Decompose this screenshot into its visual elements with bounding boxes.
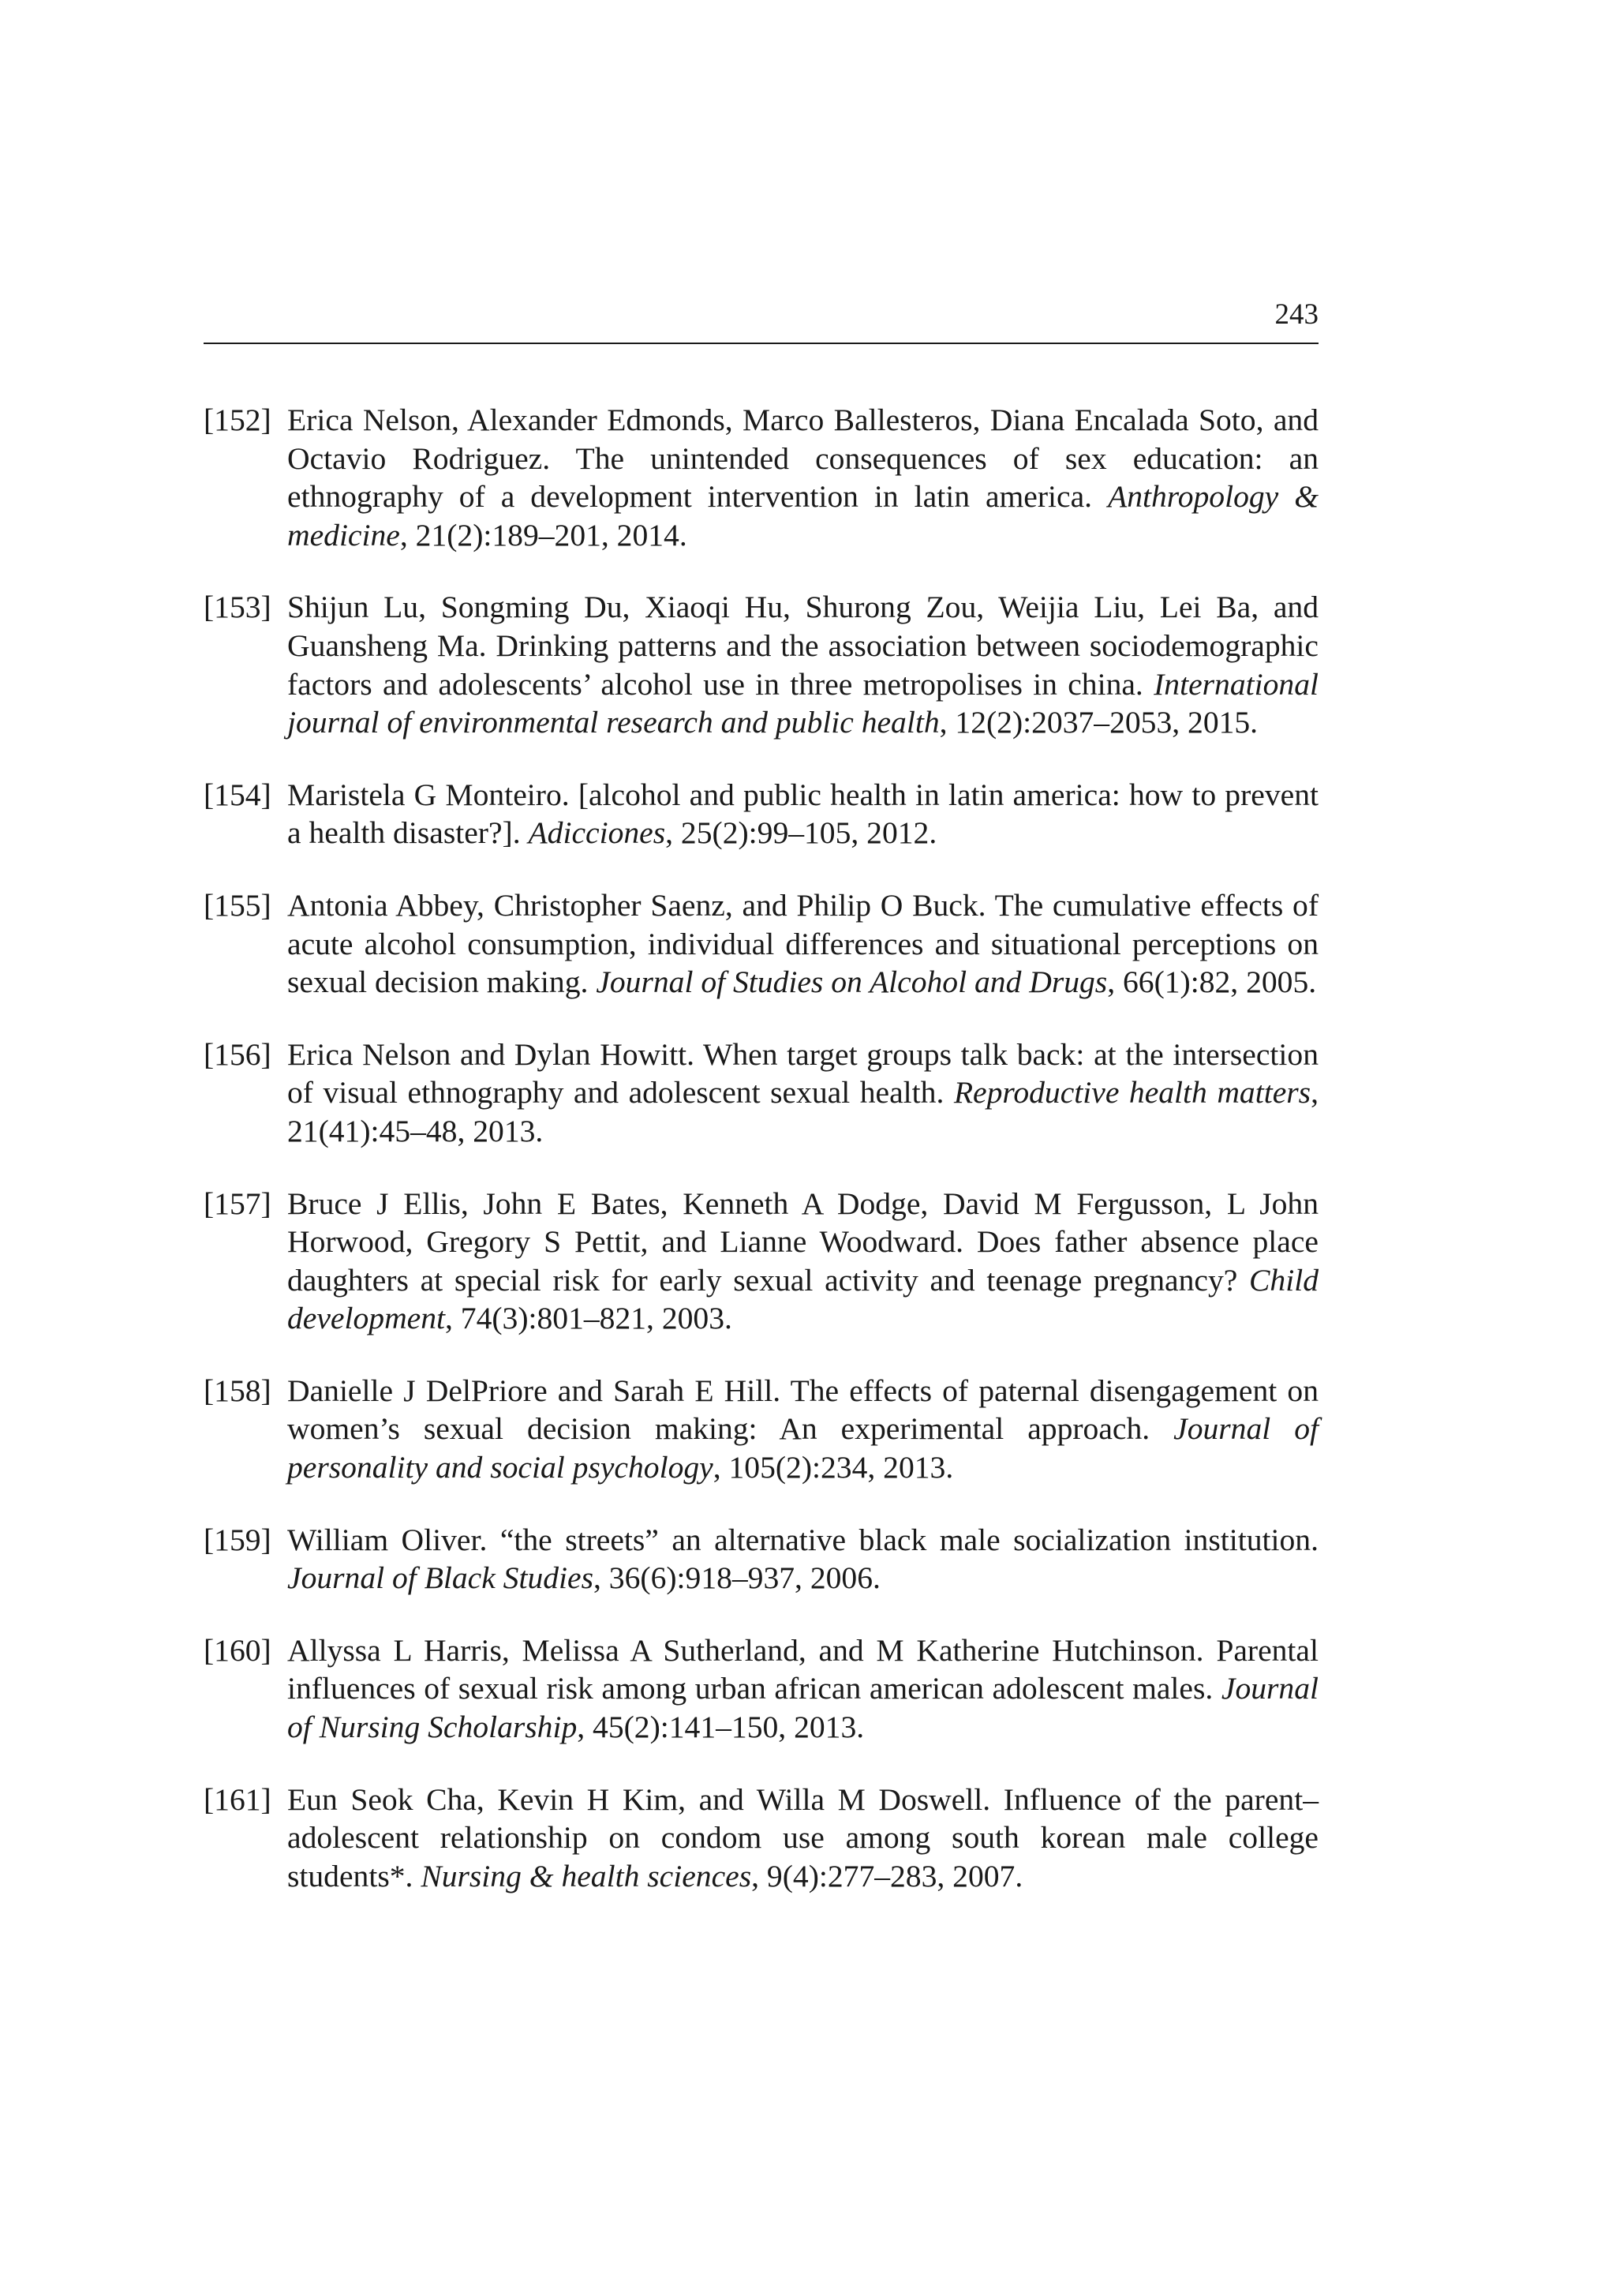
reference-number: [158] <box>204 1373 271 1408</box>
reference-details: , 21(41):45–48, 2013. <box>287 1075 1319 1148</box>
reference-details: , 36(6):918–937, 2006. <box>593 1560 881 1596</box>
reference-authors-title: Bruce J Ellis, John E Bates, Kenneth A Dodge, David M Fergusson, L John Horwood, Gregory S Pettit, and Lianne Woodward. Does father absence place daughters at special risk for early sexual activity and teenage pregnancy? <box>287 1185 1319 1298</box>
reference-details: , 45(2):141–150, 2013. <box>577 1710 865 1745</box>
reference-details: , 105(2):234, 2013. <box>713 1450 954 1485</box>
reference-text <box>287 401 1319 554</box>
reference-authors-title: Erica Nelson, Alexander Edmonds, Marco Ballesteros, Diana Encalada Soto, and Octavio Rodriguez. The unintended consequences of sex education: an ethnography of a development intervention in latin america. <box>287 403 1319 515</box>
reference-entry <box>204 588 1319 741</box>
reference-entry <box>204 1631 1319 1747</box>
reference-venue: Adicciones <box>528 815 666 851</box>
reference-number: [152] <box>204 403 271 437</box>
reference-venue: Journal of personality and social psychology <box>287 1411 1319 1485</box>
reference-venue: Child development <box>287 1262 1319 1336</box>
reference-venue: Journal of Nursing Scholarship <box>287 1671 1319 1745</box>
header-rule <box>204 343 1319 344</box>
reference-entry <box>204 1781 1319 1896</box>
reference-venue: Anthropology & medicine <box>287 479 1319 552</box>
reference-text <box>287 1372 1319 1487</box>
reference-text <box>287 1781 1319 1896</box>
reference-authors-title: William Oliver. “the streets” an alternative black male socialization institution. <box>287 1522 1319 1557</box>
reference-number: [161] <box>204 1781 271 1817</box>
reference-text <box>287 588 1319 741</box>
reference-text <box>287 886 1319 1002</box>
reference-entry <box>204 1521 1319 1597</box>
reference-text <box>287 1521 1319 1597</box>
reference-number: [153] <box>204 590 271 625</box>
reference-details: , 9(4):277–283, 2007. <box>751 1858 1023 1893</box>
reference-authors-title: Danielle J DelPriore and Sarah E Hill. The effects of paternal disengagement on women’s sexual decision making: An experimental approach. <box>287 1373 1319 1447</box>
reference-number: [159] <box>204 1522 271 1557</box>
reference-authors-title: Erica Nelson and Dylan Howitt. When target groups talk back: at the intersection of visual ethnography and adolescent sexual health. <box>287 1036 1319 1111</box>
reference-number: [154] <box>204 777 271 812</box>
reference-authors-title: Allyssa L Harris, Melissa A Sutherland, and M Katherine Hutchinson. Parental influences of sexual risk among urban african american adolescent males. <box>287 1632 1319 1706</box>
reference-details: , 12(2):2037–2053, 2015. <box>939 705 1259 740</box>
reference-entry <box>204 886 1319 1002</box>
reference-entry <box>204 1036 1319 1151</box>
reference-venue: Nursing & health sciences <box>421 1858 752 1893</box>
reference-number: [160] <box>204 1632 271 1668</box>
reference-text <box>287 1036 1319 1151</box>
reference-text <box>287 776 1319 852</box>
reference-authors-title: Maristela G Monteiro. [alcohol and public health in latin america: how to prevent a health disaster?]. <box>287 777 1319 851</box>
bibliography-list <box>204 401 1319 1929</box>
reference-text <box>287 1631 1319 1747</box>
reference-number: [155] <box>204 887 271 923</box>
reference-entry <box>204 1185 1319 1338</box>
page-number: 243 <box>1274 298 1319 331</box>
reference-details: , 66(1):82, 2005. <box>1107 964 1317 1000</box>
reference-authors-title: Antonia Abbey, Christopher Saenz, and Philip O Buck. The cumulative effects of acute alcohol consumption, individual differences and situational perceptions on sexual decision making. <box>287 887 1319 1000</box>
reference-text <box>287 1185 1319 1338</box>
reference-number: [157] <box>204 1185 271 1221</box>
reference-number: [156] <box>204 1036 271 1072</box>
reference-details: , 74(3):801–821, 2003. <box>445 1301 732 1336</box>
reference-venue: Journal of Black Studies <box>287 1560 594 1596</box>
reference-venue: Journal of Studies on Alcohol and Drugs <box>596 964 1108 1000</box>
reference-authors-title: Eun Seok Cha, Kevin H Kim, and Willa M Doswell. Influence of the parent–adolescent relationship on condom use among south korean male college students*. <box>287 1781 1319 1893</box>
reference-entry <box>204 1372 1319 1487</box>
reference-entry <box>204 776 1319 852</box>
reference-venue: International journal of environmental research and public health <box>287 666 1319 740</box>
reference-details: , 21(2):189–201, 2014. <box>399 517 687 552</box>
reference-entry <box>204 401 1319 554</box>
reference-authors-title: Shijun Lu, Songming Du, Xiaoqi Hu, Shurong Zou, Weijia Liu, Lei Ba, and Guansheng Ma. Drinking patterns and the association between sociodemographic factors and adolescents’ alcohol use in three metropolises in china. <box>287 590 1319 702</box>
reference-details: , 25(2):99–105, 2012. <box>665 815 937 851</box>
reference-venue: Reproductive health matters <box>953 1075 1311 1111</box>
